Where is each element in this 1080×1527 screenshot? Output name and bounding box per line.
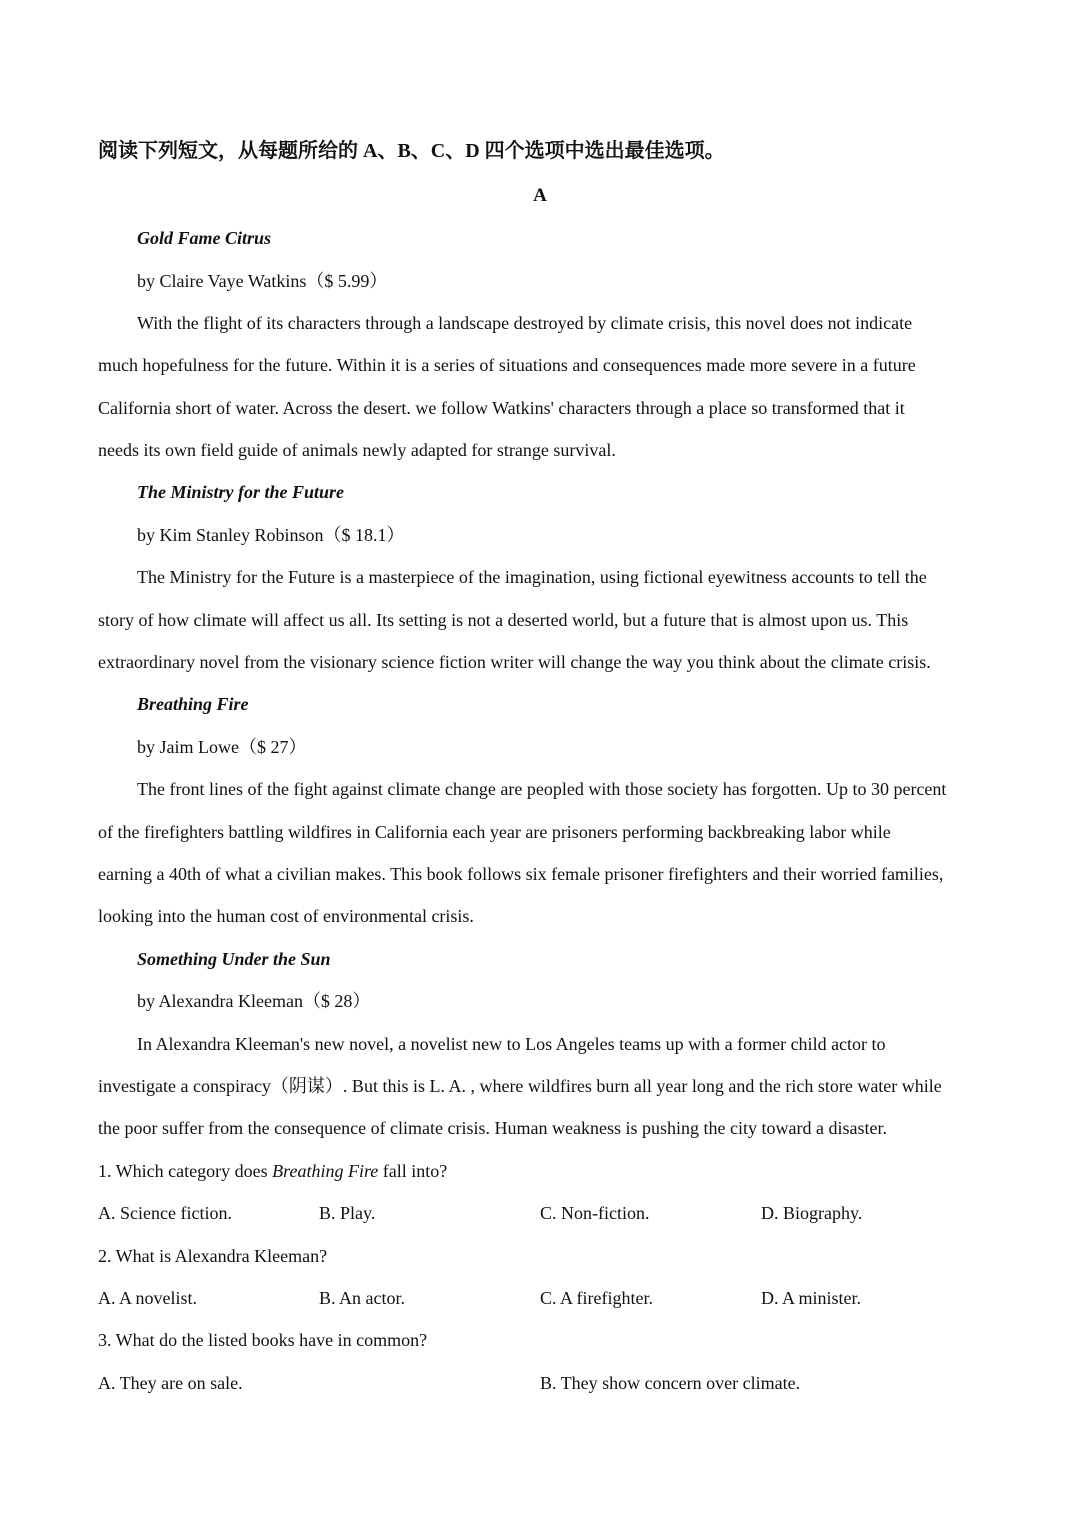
book-description-line: looking into the human cost of environmental crisis.	[98, 906, 474, 926]
book-description-line: The front lines of the fight against climate change are peopled with those society has forgotten. Up to 30 percent	[137, 779, 947, 799]
question-3: 3. What do the listed books have in common?	[98, 1330, 428, 1350]
option-d[interactable]: D. Biography.	[761, 1203, 863, 1223]
book-description-line: the poor suffer from the consequence of climate crisis. Human weakness is pushing the city toward a disaster.	[98, 1118, 887, 1138]
book-title: Gold Fame Citrus	[137, 228, 272, 248]
option-b[interactable]: B. An actor.	[319, 1288, 405, 1308]
book-description-line: earning a 40th of what a civilian makes. This book follows six female prisoner firefighters and their worried families,	[98, 864, 944, 884]
book-description-line: investigate a conspiracy（阴谋）. But this is L. A. , where wildfires burn all year long and the rich store water while	[98, 1076, 942, 1096]
book-description-line: California short of water. Across the desert. we follow Watkins' characters through a place so transformed that it	[98, 398, 905, 418]
book-description-line: In Alexandra Kleeman's new novel, a novelist new to Los Angeles teams up with a former child actor to	[137, 1034, 886, 1054]
book-title: The Ministry for the Future	[137, 482, 345, 502]
option-a[interactable]: A. They are on sale.	[98, 1373, 243, 1393]
question-text: 1. Which category does	[98, 1161, 273, 1181]
reading-instruction: 阅读下列短文，从每题所给的 A、B、C、D 四个选项中选出最佳选项。	[98, 140, 725, 162]
book-byline: by Kim Stanley Robinson（$ 18.1）	[137, 525, 405, 545]
book-description-line: needs its own field guide of animals newly adapted for strange survival.	[98, 440, 616, 460]
book-byline: by Jaim Lowe（$ 27）	[137, 737, 307, 757]
option-b[interactable]: B. Play.	[319, 1203, 376, 1223]
question-text-end: fall into?	[378, 1161, 448, 1181]
book-description-line: The Ministry for the Future is a masterpiece of the imagination, using fictional eyewitness accounts to tell the	[137, 567, 927, 587]
book-description-line: extraordinary novel from the visionary science fiction writer will change the way you think about the climate crisis.	[98, 652, 931, 672]
book-byline: by Claire Vaye Watkins（$ 5.99）	[137, 271, 388, 291]
book-description-line: story of how climate will affect us all. Its setting is not a deserted world, but a future that is almost upon us. This	[98, 610, 909, 630]
book-description-line: of the firefighters battling wildfires in California each year are prisoners performing backbreaking labor while	[98, 822, 891, 842]
book-title: Breathing Fire	[137, 694, 249, 714]
question-1	[98, 1159, 984, 1183]
option-a[interactable]: A. Science fiction.	[98, 1203, 232, 1223]
question-2: 2. What is Alexandra Kleeman?	[98, 1246, 328, 1266]
option-c[interactable]: C. Non-fiction.	[540, 1203, 650, 1223]
option-c[interactable]: C. A firefighter.	[540, 1288, 653, 1308]
book-description-line: much hopefulness for the future. Within it is a series of situations and consequences made more severe in a future	[98, 355, 916, 375]
book-title: Something Under the Sun	[137, 949, 331, 969]
section-label: A	[533, 185, 547, 206]
option-d[interactable]: D. A minister.	[761, 1288, 862, 1308]
book-byline: by Alexandra Kleeman（$ 28）	[137, 991, 371, 1011]
option-b[interactable]: B. They show concern over climate.	[540, 1373, 801, 1393]
book-description-line: With the flight of its characters through a landscape destroyed by climate crisis, this novel does not indicate	[137, 313, 913, 333]
question-book-title: Breathing Fire	[272, 1161, 379, 1181]
option-a[interactable]: A. A novelist.	[98, 1288, 198, 1308]
